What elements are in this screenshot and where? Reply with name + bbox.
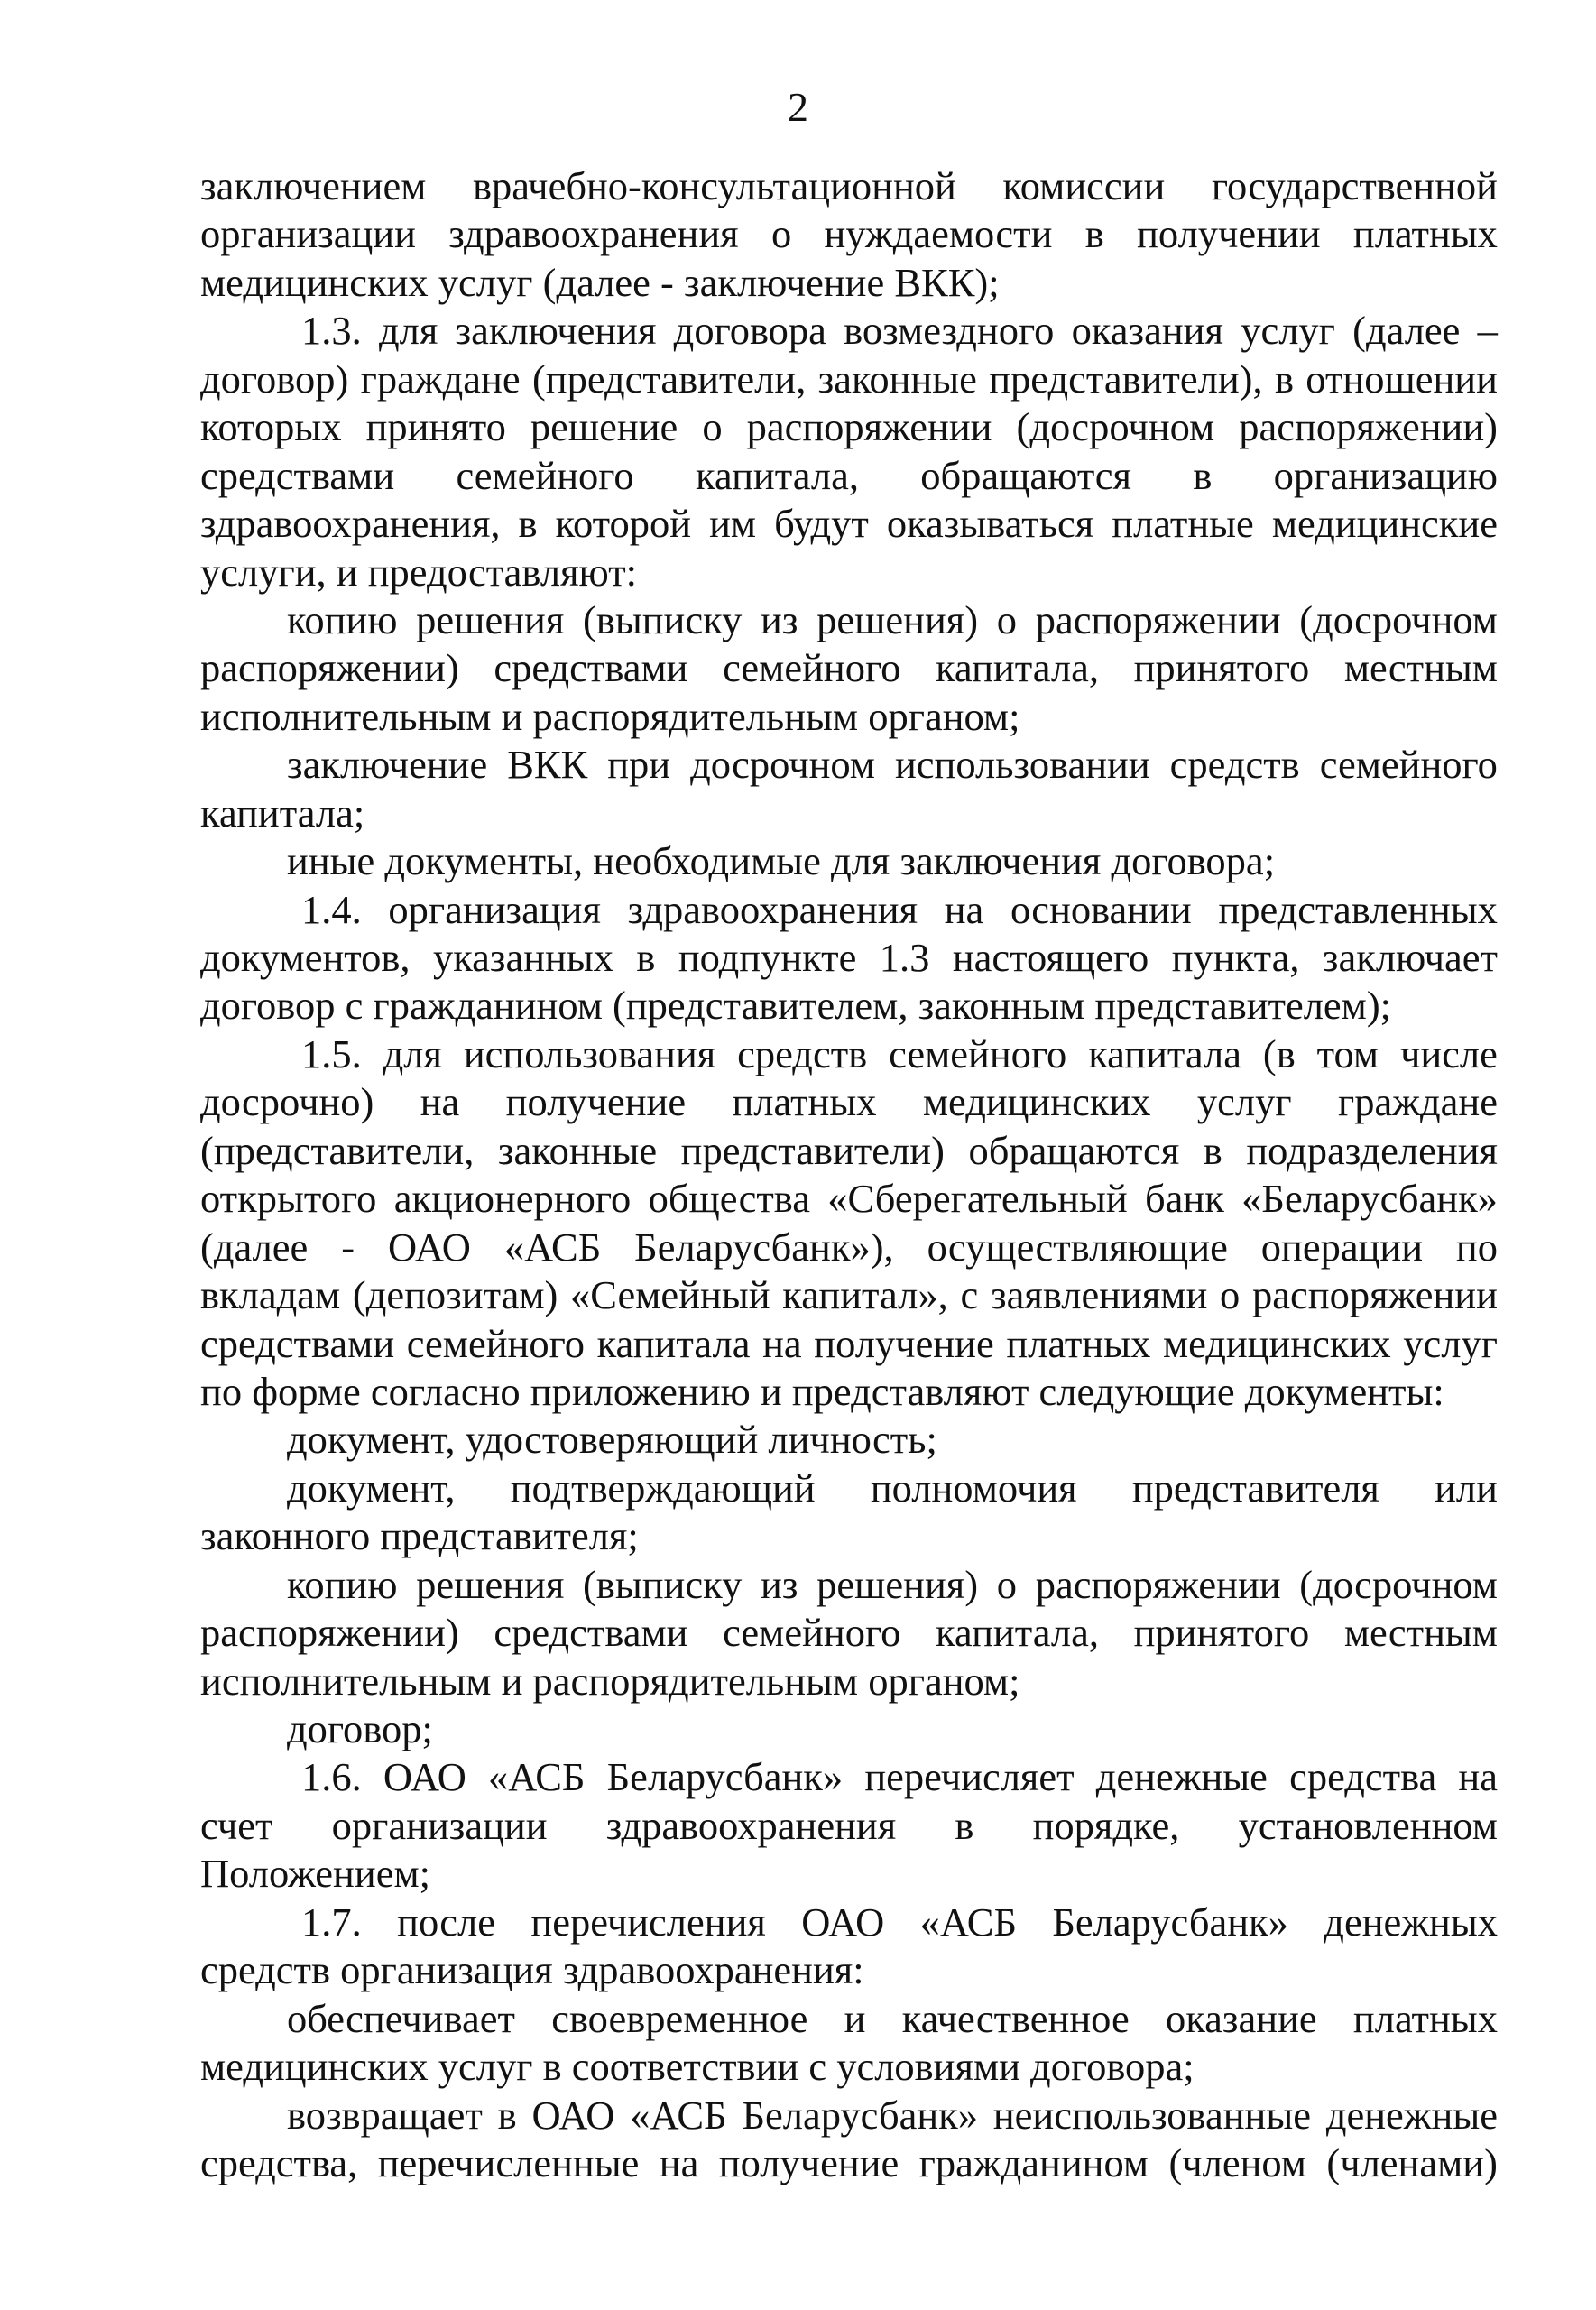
word: в	[518, 501, 538, 547]
text-line: законного представителя;	[200, 1513, 639, 1559]
word: Беларусбанк»	[606, 1754, 844, 1800]
word: и	[844, 1995, 866, 2041]
word: или	[1435, 1465, 1498, 1511]
text-line: средств организация здравоохранения:	[200, 1947, 864, 1993]
word: ОАО	[383, 1754, 466, 1800]
word: ОАО	[801, 1899, 885, 1945]
word: 1.3.	[301, 308, 362, 354]
word: ВКК	[507, 742, 588, 788]
word: использования	[463, 1030, 716, 1076]
word: обращаются	[920, 452, 1132, 498]
word: «АСБ	[919, 1899, 1017, 1945]
word: о	[996, 1561, 1017, 1607]
word: использовании	[894, 742, 1150, 788]
text-line	[200, 1753, 1498, 1801]
word: распоряжении)	[200, 645, 459, 691]
word: (в	[1262, 1030, 1296, 1076]
word: медицинские	[1271, 501, 1498, 547]
word: в	[955, 1802, 974, 1848]
word: (выписку	[582, 1561, 743, 1607]
word: государственной	[1211, 163, 1498, 208]
word: 1.5.	[301, 1030, 362, 1076]
word: своевременное	[551, 1995, 808, 2041]
word: указанных	[432, 935, 613, 980]
word: заключением	[200, 163, 427, 208]
word: представители)	[680, 1127, 945, 1173]
word: «АСБ	[488, 1754, 586, 1800]
word: копию	[287, 1561, 398, 1607]
word: семейного	[723, 645, 901, 691]
word: местным	[1343, 645, 1498, 691]
document-body	[200, 162, 1498, 2187]
word: открытого	[200, 1176, 377, 1222]
text-line: Положением;	[200, 1851, 430, 1897]
word: 1.6.	[301, 1754, 362, 1800]
word: «Семейный	[570, 1272, 770, 1318]
word: средствами	[494, 645, 688, 691]
word: платных	[1352, 1995, 1498, 2041]
word: решения)	[816, 1561, 979, 1607]
word: (представители,	[200, 1127, 475, 1173]
text-line: исполнительным и распорядительным органом;	[200, 693, 1020, 739]
word: обращаются	[968, 1127, 1180, 1173]
text-line: договор;	[287, 1706, 433, 1751]
text-line	[200, 1320, 1498, 1368]
word: на	[762, 1320, 802, 1366]
text-line	[200, 500, 1498, 548]
text-line	[200, 1078, 1498, 1126]
word: неиспользованные	[992, 2092, 1311, 2138]
word: здравоохранения	[605, 1802, 897, 1848]
word: после	[397, 1899, 496, 1945]
word: представленных	[1218, 886, 1498, 932]
text-line	[200, 210, 1498, 258]
word: капитала,	[935, 1610, 1099, 1656]
word: семейного	[1319, 742, 1498, 788]
word: здравоохранения,	[200, 501, 501, 547]
word: на	[420, 1079, 460, 1125]
word: на	[944, 886, 984, 932]
word: распоряжении	[1252, 1272, 1498, 1318]
word: заключения	[455, 308, 657, 354]
word: на	[659, 2139, 699, 2185]
word: семейного	[406, 1320, 585, 1366]
word: (досрочном	[1299, 596, 1498, 642]
word: капитала	[596, 1320, 751, 1366]
word: (выписку	[582, 596, 743, 642]
word: Беларусбанк»	[742, 2092, 979, 2138]
word: 1.7.	[301, 1899, 362, 1945]
word: установленном	[1238, 1802, 1498, 1848]
word: по	[1455, 1224, 1498, 1270]
word: семейного	[889, 1030, 1067, 1076]
word: платные	[1112, 501, 1254, 547]
word: ОАО	[387, 1224, 471, 1270]
text-line	[200, 356, 1498, 403]
text-line	[200, 1995, 1498, 2043]
word: подразделения	[1246, 1127, 1498, 1173]
word: досрочно)	[200, 1079, 374, 1125]
text-line	[200, 162, 1498, 210]
text-line: услуги, и предоставляют:	[200, 549, 638, 595]
word: нуждаемости	[824, 211, 1053, 257]
text-line: документ, удостоверяющий личность;	[287, 1417, 937, 1463]
word: 1.3	[879, 935, 930, 980]
word: оказание	[1165, 1995, 1317, 2041]
word: семейного	[456, 452, 634, 498]
word: платных	[1006, 1320, 1151, 1366]
word: медицинских	[922, 1079, 1151, 1125]
word: капитала,	[935, 645, 1099, 691]
word: с	[960, 1272, 979, 1318]
text-line	[200, 1609, 1498, 1657]
word: распоряжении	[746, 404, 992, 450]
word: в	[1203, 1127, 1222, 1173]
word: вкладам	[200, 1272, 341, 1318]
text-line	[200, 741, 1498, 789]
word: полномочия	[870, 1465, 1077, 1511]
text-line	[200, 1899, 1498, 1946]
word: возвращает	[287, 2092, 483, 2138]
word: порядке,	[1032, 1802, 1180, 1848]
word: платных	[732, 1079, 877, 1125]
word: средства,	[200, 2139, 358, 2185]
word: средствами	[494, 1610, 688, 1656]
word: законные	[497, 1127, 658, 1173]
word: «АСБ	[630, 2092, 727, 2138]
word: услуг	[1241, 308, 1335, 354]
word: средствами	[200, 452, 395, 498]
word: возмездного	[844, 308, 1055, 354]
text-line: иные документы, необходимые для заключения договора;	[287, 838, 1276, 884]
text-line	[200, 644, 1498, 692]
word: Беларусбанк»),	[634, 1224, 894, 1270]
text-line: капитала;	[200, 790, 365, 836]
text-line: медицинских услуг в соответствии с условиями договора;	[200, 2044, 1195, 2090]
text-line	[200, 1802, 1498, 1850]
word: денежные	[1325, 2092, 1498, 2138]
word: местным	[1343, 1610, 1498, 1656]
word: о	[770, 211, 792, 257]
word: организация	[388, 886, 601, 932]
word: о	[996, 596, 1017, 642]
word: услуг	[1403, 1320, 1498, 1366]
word: договор)	[200, 356, 349, 402]
word: средства	[1289, 1754, 1437, 1800]
word: при	[607, 742, 671, 788]
word: здравоохранения	[448, 211, 739, 257]
word: (членами)	[1326, 2139, 1498, 2185]
word: перечисления	[530, 1899, 766, 1945]
word: организацию	[1273, 452, 1498, 498]
text-line	[200, 1561, 1498, 1609]
word: получении	[1137, 211, 1321, 257]
word: копию	[287, 596, 398, 642]
word: комиссии	[1002, 163, 1166, 208]
word: будут	[774, 501, 869, 547]
word: распоряжении	[1035, 1561, 1281, 1607]
word: получение	[814, 1320, 994, 1366]
word: подпункте	[678, 935, 857, 980]
word: принятого	[1133, 645, 1310, 691]
word: гражданином	[918, 2139, 1149, 2185]
word: «АСБ	[503, 1224, 602, 1270]
text-line	[200, 2092, 1498, 2139]
page-number: 2	[788, 84, 808, 130]
word: досрочном	[690, 742, 875, 788]
word: –	[1477, 308, 1498, 354]
word: (представители,	[531, 356, 807, 402]
text-line	[200, 1271, 1498, 1319]
word: капитала	[1088, 1030, 1242, 1076]
word: капитал»,	[782, 1272, 948, 1318]
word: осуществляющие	[927, 1224, 1228, 1270]
word: получение	[505, 1079, 687, 1125]
word: 1.4.	[301, 886, 362, 932]
word: денежные	[1095, 1754, 1268, 1800]
word: врачебно-консультационной	[472, 163, 956, 208]
word: средств	[737, 1030, 868, 1076]
word: договора	[673, 308, 826, 354]
word: средств	[1169, 742, 1300, 788]
word: -	[341, 1224, 355, 1270]
text-line	[200, 307, 1498, 355]
word: средствами	[200, 1320, 395, 1366]
text-line	[200, 1175, 1498, 1223]
text-line: исполнительным и распорядительным органом;	[200, 1658, 1020, 1704]
text-line	[200, 2139, 1498, 2187]
word: (членом	[1168, 2139, 1306, 2185]
word: в	[497, 2092, 517, 2138]
word: (досрочном	[1299, 1561, 1498, 1607]
word: о	[1220, 1272, 1241, 1318]
word: представителя	[1131, 1465, 1379, 1511]
text-line	[200, 1465, 1498, 1512]
word: настоящего	[952, 935, 1149, 980]
text-line	[200, 452, 1498, 500]
word: которых	[200, 404, 342, 450]
word: операции	[1260, 1224, 1424, 1270]
word: на	[1458, 1754, 1498, 1800]
word: в	[1084, 211, 1104, 257]
word: заключение	[287, 742, 488, 788]
word: отношении	[1305, 356, 1498, 402]
word: обеспечивает	[287, 1995, 515, 2041]
word: представители),	[989, 356, 1263, 402]
word: платных	[1352, 211, 1498, 257]
word: основании	[1010, 886, 1192, 932]
word: общества	[648, 1176, 810, 1222]
word: для	[378, 308, 438, 354]
word: распоряжении)	[1239, 404, 1498, 450]
word: оказания	[1071, 308, 1223, 354]
word: решения)	[816, 596, 979, 642]
word: «Беларусбанк»	[1241, 1176, 1498, 1222]
word: решения	[416, 596, 565, 642]
word: граждане	[1337, 1079, 1498, 1125]
word: заявлениями	[991, 1272, 1208, 1318]
text-line	[200, 596, 1498, 644]
word: принятого	[1133, 1610, 1310, 1656]
word: том	[1316, 1030, 1379, 1076]
text-line	[200, 886, 1498, 934]
word: ОАО	[531, 2092, 615, 2138]
word: в	[1274, 356, 1294, 402]
word: счет	[200, 1802, 273, 1848]
word: подтверждающий	[510, 1465, 816, 1511]
word: решения	[416, 1561, 565, 1607]
word: которой	[555, 501, 692, 547]
word: капитала,	[695, 452, 859, 498]
word: документов,	[200, 935, 411, 980]
word: оказываться	[886, 501, 1094, 547]
word: перечисленные	[377, 2139, 640, 2185]
word: заключает	[1322, 935, 1498, 980]
text-line	[200, 1224, 1498, 1271]
word: перечисляет	[864, 1754, 1075, 1800]
word: из	[761, 596, 798, 642]
word: здравоохранения	[627, 886, 918, 932]
word: услуг	[1196, 1079, 1292, 1125]
word: качественное	[901, 1995, 1130, 2041]
word: семейного	[723, 1610, 901, 1656]
text-line	[200, 1127, 1498, 1175]
word: медицинских	[1162, 1320, 1391, 1366]
word: Беларусбанк»	[1052, 1899, 1288, 1945]
word: акционерного	[393, 1176, 632, 1222]
word: о	[702, 404, 723, 450]
word: (далее	[200, 1224, 309, 1270]
text-line	[200, 403, 1498, 451]
text-line	[200, 934, 1498, 982]
word: им	[709, 501, 757, 547]
word: (далее	[1352, 308, 1461, 354]
word: числе	[1399, 1030, 1498, 1076]
word: денежных	[1324, 1899, 1498, 1945]
text-line: медицинских услуг (далее - заключение ВКК);	[200, 259, 1000, 305]
word: документ,	[287, 1465, 456, 1511]
word: организации	[200, 211, 416, 257]
text-line: по форме согласно приложению и представляют следующие документы:	[200, 1368, 1444, 1414]
word: в	[636, 935, 656, 980]
text-line	[200, 1030, 1498, 1078]
word: получение	[718, 2139, 899, 2185]
word: граждане	[360, 356, 521, 402]
word: (депозитам)	[352, 1272, 558, 1318]
word: в	[1193, 452, 1213, 498]
text-line: договор с гражданином (представителем, законным представителем);	[200, 983, 1392, 1029]
word: пункта,	[1171, 935, 1300, 980]
word: организации	[331, 1802, 548, 1848]
word: законные	[817, 356, 977, 402]
word: банк	[1144, 1176, 1224, 1222]
word: принято	[365, 404, 506, 450]
word: распоряжении	[1035, 596, 1281, 642]
word: распоряжении)	[200, 1610, 459, 1656]
word: для	[383, 1030, 442, 1076]
word: «Сберегательный	[827, 1176, 1128, 1222]
word: решение	[530, 404, 678, 450]
word: (досрочном	[1016, 404, 1215, 450]
word: из	[761, 1561, 798, 1607]
